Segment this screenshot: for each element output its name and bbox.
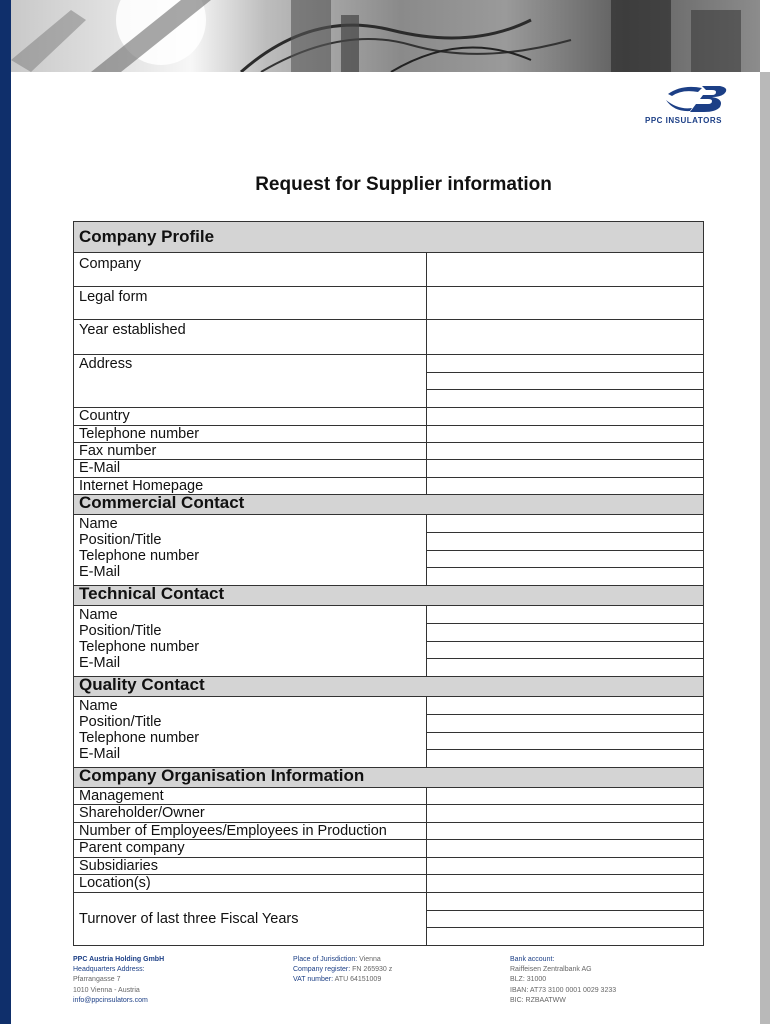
table-row <box>74 875 704 893</box>
field-label-name: Name <box>79 516 118 532</box>
field-label-position: Position/Title <box>79 714 162 730</box>
table-row <box>74 355 704 408</box>
section-header-company-profile <box>74 222 704 253</box>
employees-input[interactable] <box>427 823 704 840</box>
address-line-3-input[interactable] <box>427 390 703 407</box>
footer-city: 1010 Vienna - Austria <box>73 986 140 994</box>
field-label-subsidiaries: Subsidiaries <box>79 858 158 874</box>
field-label-address: Address <box>79 356 133 372</box>
email-input[interactable] <box>427 460 704 478</box>
table-row <box>74 253 704 287</box>
field-label-email: E-Mail <box>79 564 121 580</box>
field-label-telephone: Telephone number <box>79 730 200 746</box>
quality-email-input[interactable] <box>427 750 703 767</box>
field-label-homepage: Internet Homepage <box>79 478 204 494</box>
field-label-shareholder: Shareholder/Owner <box>79 805 205 821</box>
commercial-email-input[interactable] <box>427 568 703 585</box>
section-title: Technical Contact <box>79 584 225 603</box>
field-label-name: Name <box>79 698 118 714</box>
footer-jurisdiction-value: Vienna <box>359 956 381 963</box>
management-input[interactable] <box>427 788 704 805</box>
footer-hq-label: Headquarters Address: <box>73 966 145 974</box>
table-row <box>74 443 704 460</box>
footer-vat-label: VAT number: <box>293 976 334 984</box>
field-label-fax: Fax number <box>79 443 157 459</box>
supplier-form-table <box>73 221 704 946</box>
table-row <box>74 893 704 946</box>
field-label-legal-form: Legal form <box>79 289 148 305</box>
locations-input[interactable] <box>427 875 704 893</box>
field-label-name: Name <box>79 607 118 623</box>
quality-position-input[interactable] <box>427 715 703 733</box>
footer-bic: BIC: RZBAATWW <box>510 996 566 1004</box>
country-input[interactable] <box>427 408 704 426</box>
table-row <box>74 320 704 355</box>
field-label-position: Position/Title <box>79 532 162 548</box>
footer-blz: BLZ: 31000 <box>510 976 547 984</box>
field-label-employees: Number of Employees/Employees in Production <box>79 823 387 839</box>
footer-bank-name: Raiffeisen Zentralbank AG <box>510 966 592 974</box>
quality-name-input[interactable] <box>427 697 703 715</box>
page-shadow <box>760 72 770 1024</box>
field-label-turnover: Turnover of last three Fiscal Years <box>79 911 299 927</box>
table-row <box>74 287 704 320</box>
table-row <box>74 426 704 443</box>
footer-street: Pfarrangasse 7 <box>73 976 121 984</box>
section-title: Quality Contact <box>79 675 205 694</box>
company-input[interactable] <box>427 253 704 287</box>
parent-company-input[interactable] <box>427 840 704 858</box>
technical-email-input[interactable] <box>427 659 703 676</box>
section-title: Commercial Contact <box>79 493 245 512</box>
section-header-organisation <box>74 768 704 788</box>
subsidiaries-input[interactable] <box>427 858 704 875</box>
technical-position-input[interactable] <box>427 624 703 642</box>
table-row <box>74 460 704 478</box>
footer-company-name: PPC Austria Holding GmbH <box>73 956 165 963</box>
table-row <box>74 858 704 875</box>
technical-telephone-input[interactable] <box>427 642 703 660</box>
field-label-year-established: Year established <box>79 322 186 338</box>
turnover-year-2-input[interactable] <box>427 911 703 929</box>
footer-bank-info <box>510 955 616 1006</box>
field-label-country: Country <box>79 408 130 424</box>
field-label-email: E-Mail <box>79 746 121 762</box>
address-line-1-input[interactable] <box>427 355 703 373</box>
commercial-telephone-input[interactable] <box>427 551 703 569</box>
shareholder-input[interactable] <box>427 805 704 823</box>
field-label-email: E-Mail <box>79 460 121 476</box>
table-row <box>74 697 704 768</box>
year-established-input[interactable] <box>427 320 704 355</box>
field-label-company: Company <box>79 256 142 272</box>
fax-input[interactable] <box>427 443 704 460</box>
footer-register-value: FN 265930 z <box>352 966 393 974</box>
table-row <box>74 788 704 805</box>
company-logo <box>640 82 755 128</box>
table-row <box>74 805 704 823</box>
commercial-name-input[interactable] <box>427 515 703 533</box>
footer-jurisdiction-label: Place of Jurisdiction: <box>293 956 358 963</box>
table-row <box>74 515 704 586</box>
field-label-locations: Location(s) <box>79 875 151 891</box>
field-label-telephone: Telephone number <box>79 426 200 442</box>
field-label-parent-company: Parent company <box>79 840 185 856</box>
table-row <box>74 606 704 677</box>
field-label-management: Management <box>79 788 164 804</box>
footer-register-label: Company register: <box>293 966 351 974</box>
section-header-commercial-contact <box>74 495 704 515</box>
footer-legal-info <box>293 955 392 986</box>
section-title: Company Profile <box>79 227 215 246</box>
table-row <box>74 478 704 495</box>
page-title: Request for Supplier information <box>255 174 552 195</box>
section-header-quality-contact <box>74 677 704 697</box>
field-label-position: Position/Title <box>79 623 162 639</box>
technical-name-input[interactable] <box>427 606 703 624</box>
ppc-logo-icon <box>662 82 732 114</box>
field-label-telephone: Telephone number <box>79 548 200 564</box>
section-header-technical-contact <box>74 586 704 606</box>
logo-text: PPC INSULATORS <box>645 116 722 125</box>
footer-iban: IBAN: AT73 3100 0001 0029 3233 <box>510 986 617 994</box>
table-row <box>74 823 704 840</box>
homepage-input[interactable] <box>427 478 704 495</box>
left-accent-bar <box>0 0 11 1024</box>
commercial-position-input[interactable] <box>427 533 703 551</box>
telephone-input[interactable] <box>427 426 704 443</box>
footer-vat-value: ATU 64151009 <box>334 976 382 984</box>
footer-bank-label: Bank account: <box>510 956 555 963</box>
turnover-year-3-input[interactable] <box>427 928 703 945</box>
footer-email-link[interactable]: info@ppcinsulators.com <box>73 996 148 1004</box>
legal-form-input[interactable] <box>427 287 704 320</box>
turnover-year-1-input[interactable] <box>427 893 703 911</box>
address-line-2-input[interactable] <box>427 373 703 391</box>
footer-company-info <box>73 955 164 1006</box>
header-banner-image <box>11 0 760 72</box>
table-row <box>74 840 704 858</box>
field-label-telephone: Telephone number <box>79 639 200 655</box>
table-row <box>74 408 704 426</box>
quality-telephone-input[interactable] <box>427 733 703 751</box>
field-label-email: E-Mail <box>79 655 121 671</box>
section-title: Company Organisation Information <box>79 766 365 785</box>
